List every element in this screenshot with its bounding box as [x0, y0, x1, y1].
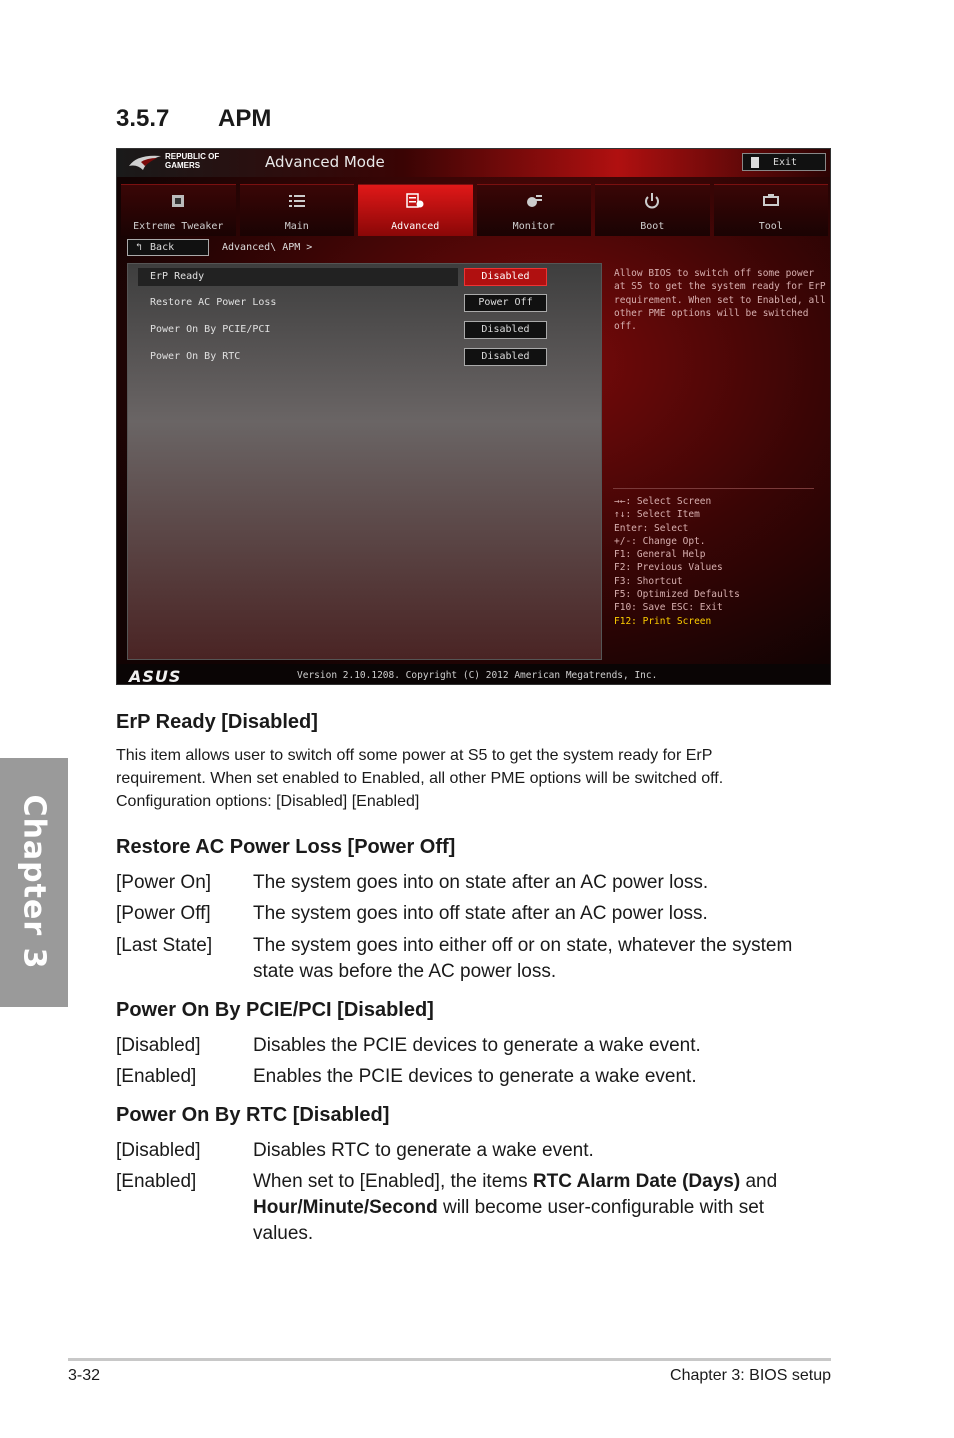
option-desc: The system goes into on state after an AC power loss.: [253, 872, 709, 893]
rog-brand-text: [165, 152, 245, 170]
help-line: other PME options will be switched: [614, 307, 809, 319]
option-desc: Disables RTC to generate a wake event.: [253, 1140, 594, 1161]
section-number: 3.5.7: [116, 105, 170, 132]
option-desc: The system goes into off state after an AC power loss.: [253, 903, 708, 924]
setting-value-button[interactable]: Disabled: [464, 268, 547, 286]
footer-rule: [68, 1358, 831, 1361]
option-row: [116, 870, 836, 896]
setting-row-erp-ready[interactable]: [138, 268, 588, 286]
back-button[interactable]: [127, 239, 209, 256]
option-key: [Power Off]: [116, 903, 211, 924]
help-line: Allow BIOS to switch off some power: [614, 268, 815, 279]
option-key: [Enabled]: [116, 1171, 197, 1192]
option-row: [116, 1138, 836, 1164]
tab-label: Monitor: [512, 221, 555, 232]
tab-label: Advanced: [391, 221, 440, 232]
option-row: [116, 1169, 836, 1247]
tab-boot[interactable]: [595, 184, 710, 236]
setting-label: Power On By PCIE/PCI: [150, 324, 271, 335]
option-desc: Enables the PCIE devices to generate a wake event.: [253, 1066, 697, 1087]
setting-row-rtc[interactable]: [138, 348, 588, 366]
tweaker-icon: [169, 193, 187, 209]
bios-footer: [117, 664, 831, 685]
pcie-heading: Power On By PCIE/PCI [Disabled]: [116, 999, 434, 1021]
key-line-print-screen: F12: Print Screen: [614, 615, 712, 627]
bold-term: RTC Alarm Date (Days): [532, 1171, 741, 1192]
key-line: F2: Previous Values: [614, 562, 723, 574]
option-row: [116, 1064, 836, 1090]
power-icon: [643, 193, 661, 209]
version-text: Version 2.10.1208. Copyright (C) 2012 American Megatrends, Inc.: [297, 670, 658, 681]
bold-term: Hour/Minute/Second: [253, 1197, 438, 1218]
key-line: F1: General Help: [614, 549, 706, 561]
section-name: APM: [218, 105, 272, 132]
settings-panel: [127, 263, 602, 660]
desc-text: and: [740, 1171, 778, 1192]
setting-value-button[interactable]: Disabled: [464, 348, 547, 366]
bios-nav-bar: [117, 239, 831, 259]
erp-line: Configuration options: [Disabled] [Enabled]: [116, 793, 420, 810]
tab-extreme-tweaker[interactable]: [121, 184, 236, 236]
help-line: requirement. When set to Enabled, all: [614, 294, 826, 306]
erp-line: requirement. When set enabled to Enabled, all other PME options will be switched off.: [116, 770, 724, 787]
setting-value-button[interactable]: Disabled: [464, 321, 547, 339]
setting-label: ErP Ready: [150, 271, 205, 282]
setting-row-restore-ac[interactable]: [138, 294, 588, 312]
erp-line: This item allows user to switch off some power at S5 to get the system ready for ErP: [116, 747, 713, 764]
help-text: [614, 267, 826, 333]
option-row: [116, 933, 836, 985]
advanced-icon: [406, 193, 424, 209]
asus-logo: ASUS: [129, 667, 182, 685]
option-desc: Disables the PCIE devices to generate a wake event.: [253, 1035, 701, 1056]
option-row: [116, 1033, 836, 1059]
option-key: [Disabled]: [116, 1035, 201, 1056]
list-icon: [288, 193, 306, 209]
desc-text: will become user-configurable with set values.: [253, 1197, 765, 1244]
option-key: [Last State]: [116, 935, 213, 956]
bios-tab-bar: [121, 184, 828, 236]
option-desc: The system goes into either off or on state, whatever the system state was before the AC power loss.: [253, 935, 793, 982]
mode-title: Advanced Mode: [265, 153, 385, 171]
erp-heading: ErP Ready [Disabled]: [116, 711, 318, 733]
setting-label: Restore AC Power Loss: [150, 297, 277, 308]
help-divider: [613, 488, 814, 489]
back-label: Back: [150, 242, 175, 253]
monitor-icon: [525, 193, 543, 209]
back-arrow-icon: ↰: [136, 242, 143, 253]
key-line: Enter: Select: [614, 522, 689, 534]
option-key: [Power On]: [116, 872, 212, 893]
desc-text: When set to [Enabled], the items: [253, 1171, 533, 1192]
chapter-side-tab: [0, 758, 68, 1007]
tab-label: Extreme Tweaker: [133, 221, 224, 232]
key-legend: [614, 495, 740, 628]
section-title: [116, 105, 271, 133]
erp-description: [116, 744, 836, 813]
key-line: →←: Select Screen: [614, 496, 712, 507]
brand-line-2: GAMERS: [165, 161, 201, 170]
key-line: ↑↓: Select Item: [614, 509, 700, 521]
setting-value-button[interactable]: Power Off: [464, 294, 547, 312]
option-key: [Enabled]: [116, 1066, 197, 1087]
setting-row-pcie[interactable]: [138, 321, 588, 339]
rog-eye-logo-icon: [127, 152, 163, 174]
key-line: F5: Optimized Defaults: [614, 589, 740, 601]
brand-line-1: REPUBLIC OF: [165, 152, 220, 161]
help-line: at S5 to get the system ready for ErP: [614, 281, 826, 293]
tab-tool[interactable]: [714, 184, 829, 236]
key-line: F10: Save ESC: Exit: [614, 602, 723, 614]
tab-label: Boot: [640, 221, 665, 232]
bios-top-bar: [117, 149, 831, 177]
option-desc: [253, 1169, 823, 1247]
option-row: [116, 901, 836, 927]
tab-label: Main: [284, 221, 309, 232]
breadcrumb: Advanced\ APM >: [222, 242, 313, 253]
help-line: off.: [614, 321, 637, 333]
exit-door-icon: [751, 157, 759, 168]
tool-icon: [762, 193, 780, 209]
exit-label: Exit: [773, 156, 798, 168]
tab-label: Tool: [758, 221, 783, 232]
exit-button[interactable]: [742, 153, 826, 171]
setting-label: Power On By RTC: [150, 351, 241, 362]
chapter-footer: Chapter 3: BIOS setup: [670, 1367, 831, 1384]
key-line: +/-: Change Opt.: [614, 535, 706, 547]
page-number: 3-32: [68, 1367, 101, 1384]
tab-advanced[interactable]: [358, 184, 473, 236]
restore-heading: Restore AC Power Loss [Power Off]: [116, 836, 456, 858]
tab-main[interactable]: [240, 184, 355, 236]
rtc-heading: Power On By RTC [Disabled]: [116, 1104, 390, 1126]
key-line: F3: Shortcut: [614, 575, 683, 587]
bios-screenshot: [116, 148, 831, 685]
option-key: [Disabled]: [116, 1140, 201, 1161]
chapter-tab-label: Chapter 3: [16, 794, 52, 970]
tab-monitor[interactable]: [477, 184, 592, 236]
